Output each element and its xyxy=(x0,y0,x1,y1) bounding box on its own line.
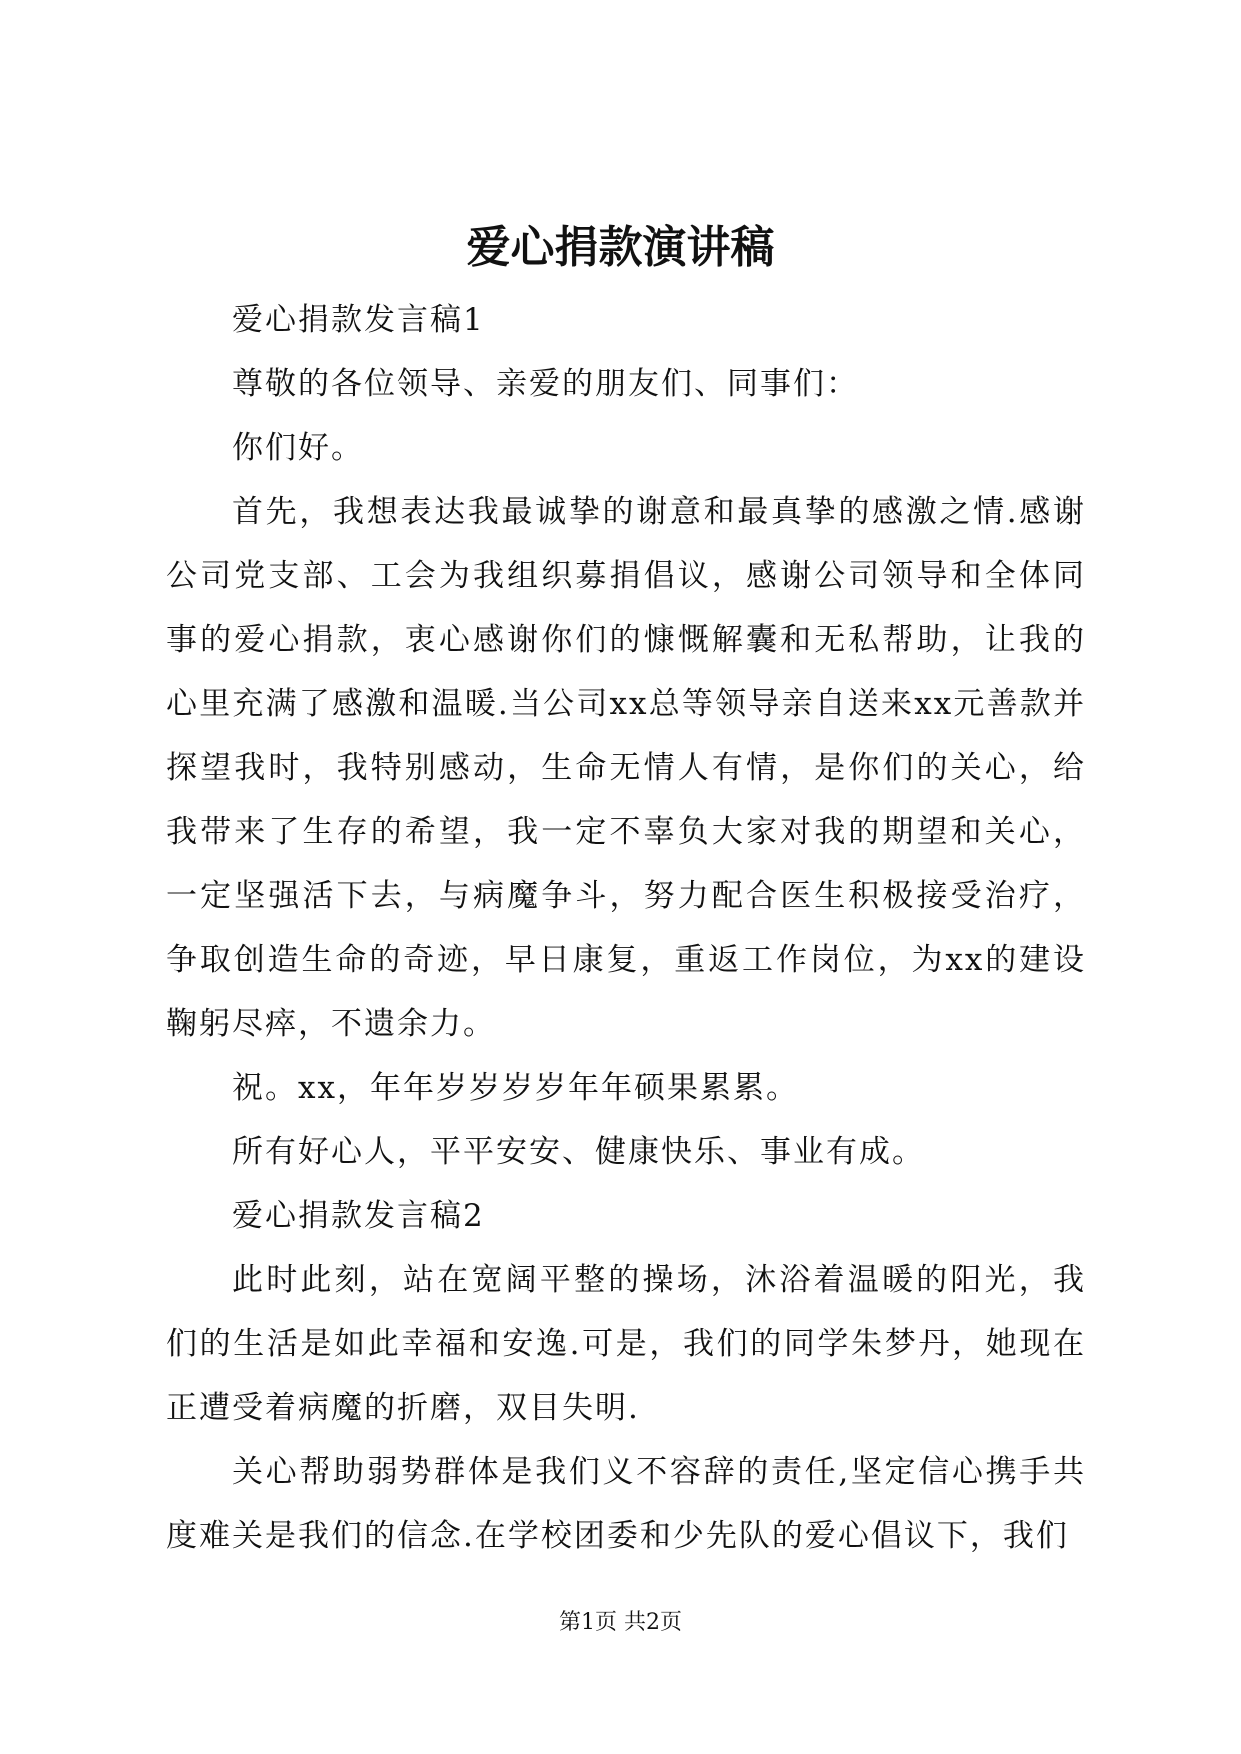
document-body xyxy=(166,288,1086,1568)
paragraph-wish-1: 祝。xx，年年岁岁岁岁年年硕果累累。 xyxy=(232,1070,799,1106)
section-heading-2: 爱心捐款发言稿2 xyxy=(232,1198,485,1234)
paragraph-thanks: 首先，我想表达我最诚挚的谢意和最真挚的感激之情.感谢公司党支部、工会为我组织募捐倡议，感谢公司领导和全体同事的爱心捐款，衷心感谢你们的慷慨解囊和无私帮助，让我的心里充满了感激和温暖.当公司xx总等领导亲自送来xx元善款并探望我时，我特别感动，生命无情人有情，是你们的关心，给我带来了生存的希望，我一定不辜负大家对我的期望和关心，一定坚强活下去，与病魔争斗，努力配合医生积极接受治疗，争取创造生命的奇迹，早日康复，重返工作岗位，为xx的建设鞠躬尽瘁，不遗余力。 xyxy=(166,494,1086,1042)
paragraph-moment: 此时此刻，站在宽阔平整的操场，沐浴着温暖的阳光，我们的生活是如此幸福和安逸.可是，我们的同学朱梦丹，她现在正遭受着病魔的折磨，双目失明. xyxy=(166,1262,1086,1426)
paragraph-care: 关心帮助弱势群体是我们义不容辞的责任,坚定信心携手共度难关是我们的信念.在学校团委和少先队的爱心倡议下，我们 xyxy=(166,1454,1086,1554)
greeting: 你们好。 xyxy=(232,430,364,466)
section-heading-1: 爱心捐款发言稿1 xyxy=(232,302,485,338)
paragraph-wish-2: 所有好心人，平平安安、健康快乐、事业有成。 xyxy=(232,1134,925,1170)
document-title: 爱心捐款演讲稿 xyxy=(466,222,775,273)
page-number-footer: 第1页 共2页 xyxy=(559,1610,682,1635)
salutation: 尊敬的各位领导、亲爱的朋友们、同事们： xyxy=(232,366,859,402)
